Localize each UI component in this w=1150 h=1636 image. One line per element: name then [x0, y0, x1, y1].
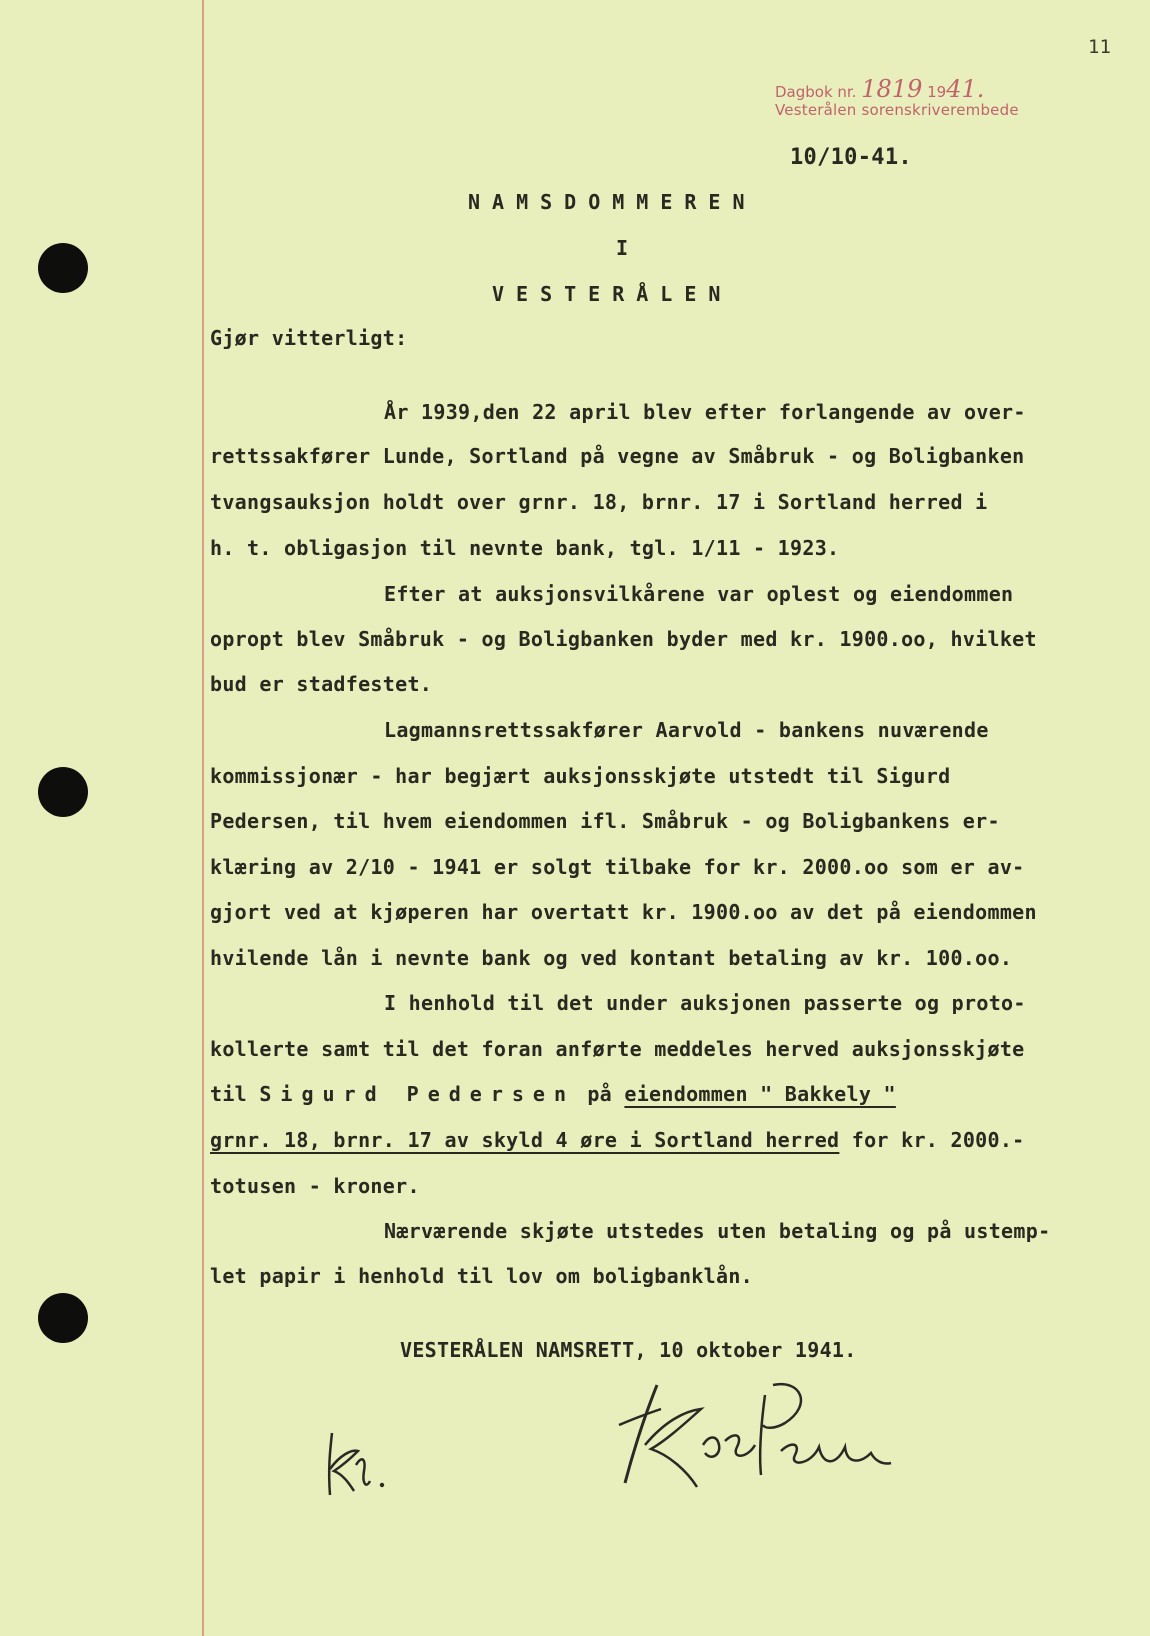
- price-text: for kr. 2000.-: [851, 1128, 1025, 1152]
- body-line: h. t. obligasjon til nevnte bank, tgl. 1/11 - 1923.: [210, 536, 840, 560]
- body-line: gjort ved at kjøperen har overtatt kr. 1900.oo av det på eiendommen: [210, 900, 1037, 924]
- body-line: opropt blev Småbruk - og Boligbanken byder med kr. 1900.oo, hvilket: [210, 627, 1037, 651]
- punch-hole-bottom: [38, 1293, 88, 1343]
- stamp-line-1: [775, 75, 1075, 101]
- stamp-office: Vesterålen sorenskriverembede: [775, 101, 1019, 119]
- body-line: totusen - kroner.: [210, 1174, 420, 1198]
- margin-line: [202, 0, 204, 1636]
- body-line: klæring av 2/10 - 1941 er solgt tilbake for kr. 2000.oo som er av-: [210, 855, 1025, 879]
- body-line: kommissjonær - har begjært auksjonsskjøte utstedt til Sigurd: [210, 764, 951, 788]
- page-number: 11: [1088, 36, 1111, 58]
- heading-line-1: NAMSDOMMEREN: [468, 190, 757, 214]
- handwritten-signature: [605, 1375, 895, 1495]
- body-line: År 1939,den 22 april blev efter forlangende av over-: [384, 400, 1026, 424]
- til-word: til: [210, 1082, 248, 1106]
- body-line: let papir i henhold til lov om boligbanklån.: [210, 1264, 754, 1288]
- handwritten-initials: [318, 1425, 398, 1505]
- stamp-number: 1819: [861, 75, 923, 103]
- body-line: bud er stadfestet.: [210, 672, 433, 696]
- body-line: I henhold til det under auksjonen passerte og proto-: [384, 991, 1026, 1015]
- stamp-label: Dagbok nr.: [775, 83, 857, 101]
- heading-line-3: VESTERÅLEN: [492, 282, 733, 306]
- pa-word: på: [587, 1082, 613, 1106]
- punch-hole-middle: [38, 767, 88, 817]
- property-line: [210, 1128, 1025, 1152]
- property-name: eiendommen " Bakkely ": [624, 1082, 896, 1106]
- heading-line-2: I: [616, 236, 629, 260]
- body-line: kollerte samt til det foran anførte meddeles herved auksjonsskjøte: [210, 1037, 1025, 1061]
- registry-stamp: [775, 75, 1075, 119]
- stamp-year: 41.: [946, 75, 985, 103]
- punch-hole-top: [38, 243, 88, 293]
- closing-line: VESTERÅLEN NAMSRETT, 10 oktober 1941.: [400, 1338, 857, 1362]
- property-details: grnr. 18, brnr. 17 av skyld 4 øre i Sortland herred: [210, 1128, 840, 1152]
- body-line: Efter at auksjonsvilkårene var oplest og eiendommen: [384, 582, 1014, 606]
- stamp-year-prefix: 19: [927, 83, 947, 101]
- body-line: rettssakfører Lunde, Sortland på vegne av Småbruk - og Boligbanken: [210, 444, 1025, 468]
- transfer-recipient-line: [210, 1082, 896, 1106]
- document-date: 10/10-41.: [790, 145, 912, 170]
- body-line: hvilende lån i nevnte bank og ved kontant betaling av kr. 100.oo.: [210, 946, 1013, 970]
- recipient-name: Sigurd Pedersen: [259, 1082, 575, 1106]
- body-line: Pedersen, til hvem eiendommen ifl. Småbruk - og Boligbankens er-: [210, 809, 1000, 833]
- body-line: tvangsauksjon holdt over grnr. 18, brnr. 17 i Sortland herred i: [210, 490, 988, 514]
- salutation: Gjør vitterligt:: [210, 326, 408, 350]
- body-line: Nærværende skjøte utstedes uten betaling og på ustemp-: [384, 1219, 1051, 1243]
- body-line: Lagmannsrettssakfører Aarvold - bankens nuværende: [384, 718, 989, 742]
